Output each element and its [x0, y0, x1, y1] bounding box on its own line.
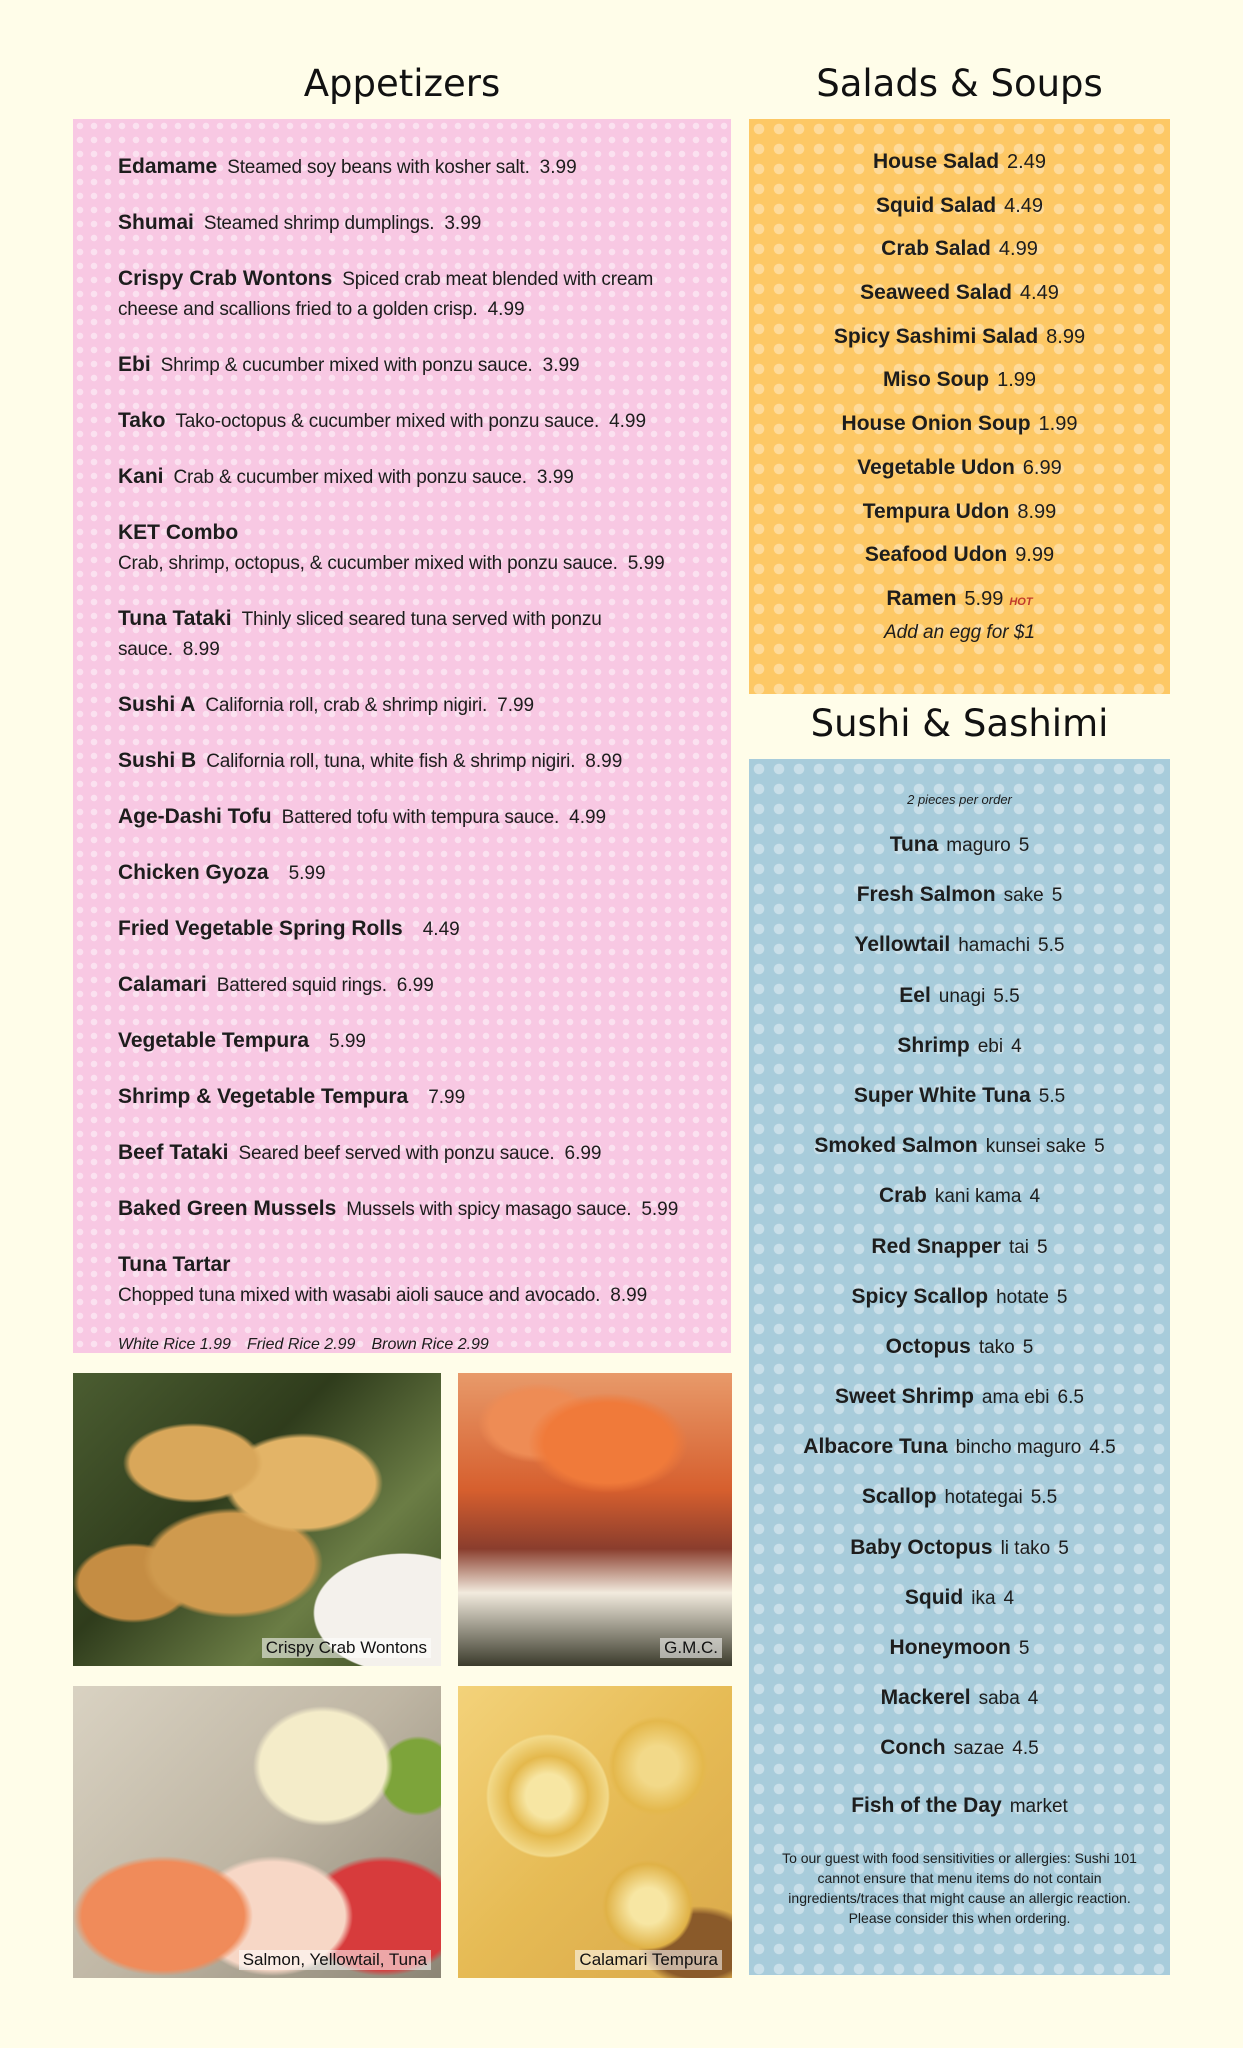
item-japanese-name: saba — [978, 1688, 1020, 1710]
item-price: 6.5 — [1057, 1387, 1084, 1409]
item-name: Octopus — [885, 1334, 971, 1358]
item-description: Battered squid rings. — [216, 975, 387, 996]
item-name: Chicken Gyoza — [118, 861, 269, 884]
item-japanese-name: hotate — [996, 1286, 1049, 1308]
menu-item — [749, 148, 1170, 192]
menu-item — [749, 454, 1170, 498]
appetizers-panel — [73, 119, 731, 1353]
item-price: 3.99 — [536, 467, 574, 488]
item-name: Edamame — [118, 155, 218, 178]
item-price: 1.99 — [997, 369, 1037, 392]
hot-badge: HOT — [1009, 595, 1033, 608]
photo-caption: Crispy Crab Wontons — [262, 1638, 431, 1658]
item-name: Ebi — [118, 353, 151, 376]
item-price: 5 — [1018, 1638, 1030, 1659]
item-description: Battered tofu with tempura sauce. — [281, 807, 560, 828]
menu-item — [118, 208, 706, 239]
item-name: Squid Salad — [875, 193, 997, 217]
item-name: Ramen — [886, 586, 957, 610]
appetizers-list — [118, 152, 706, 1354]
rice-option: Fried Rice 2.99 — [246, 1336, 356, 1353]
menu-item — [118, 858, 706, 889]
item-price: 6.99 — [564, 1143, 602, 1164]
menu-item — [118, 1250, 706, 1311]
item-price: 8.99 — [1046, 325, 1086, 348]
menu-item — [749, 1584, 1170, 1634]
item-name: Fresh Salmon — [856, 883, 996, 907]
menu-item — [118, 1194, 706, 1225]
item-name: Squid — [904, 1585, 964, 1609]
item-price: 5.5 — [993, 985, 1020, 1007]
item-name: Spicy Scallop — [851, 1284, 989, 1308]
photo-caption: Salmon, Yellowtail, Tuna — [239, 1950, 431, 1970]
menu-item — [118, 802, 706, 833]
item-description: Steamed shrimp dumplings. — [203, 213, 435, 234]
menu-item — [749, 982, 1170, 1032]
item-price: 3.99 — [444, 213, 482, 234]
item-description: California roll, tuna, white fish & shrimp nigiri. — [206, 751, 576, 772]
item-description: Thinly sliced seared tuna served with ponzu sauce. — [118, 609, 602, 660]
menu-item — [749, 1333, 1170, 1383]
item-name: Conch — [880, 1736, 946, 1760]
menu-item — [749, 1182, 1170, 1232]
menu-item — [749, 1283, 1170, 1333]
item-japanese-name: kani kama — [934, 1186, 1022, 1208]
item-name: Super White Tuna — [853, 1083, 1031, 1107]
item-name: Shumai — [118, 211, 194, 234]
salads-list — [749, 148, 1170, 629]
item-price: 4.99 — [609, 411, 647, 432]
item-japanese-name: sazae — [953, 1738, 1005, 1760]
menu-item — [749, 1082, 1170, 1132]
menu-item — [749, 498, 1170, 542]
photo-salmon-yellowtail-tuna — [73, 1686, 441, 1978]
item-name: Calamari — [118, 973, 207, 996]
item-name: Fried Vegetable Spring Rolls — [118, 917, 403, 940]
item-japanese-name: hamachi — [958, 935, 1031, 957]
menu-item — [749, 1534, 1170, 1584]
item-description: Spiced crab meat blended with cream cheese and scallions fried to a golden crisp. — [118, 269, 654, 320]
item-price: 5.99 — [329, 1031, 366, 1052]
item-price: 6.99 — [1022, 456, 1062, 479]
pieces-per-order: 2 pieces per order — [907, 792, 1012, 807]
item-price: 5.99 — [964, 587, 1004, 610]
item-name: KET Combo — [118, 521, 239, 544]
item-price: 4.5 — [1089, 1437, 1116, 1459]
item-name: Crab Salad — [881, 237, 991, 261]
menu-item — [749, 323, 1170, 367]
item-price: 8.99 — [585, 751, 623, 772]
menu-item — [749, 279, 1170, 323]
allergy-notice: To our guest with food sensitivities or allergies: Sushi 101 cannot ensure that menu items do not contain ingredients/traces that might cause an allergic reaction. Please consider this when ordering. — [782, 1850, 1137, 1926]
menu-item — [118, 914, 706, 945]
menu-item — [749, 1483, 1170, 1533]
item-name: Tuna — [889, 833, 939, 856]
item-description: California roll, crab & shrimp nigiri. — [205, 695, 488, 716]
item-price: 5.5 — [1038, 935, 1065, 957]
item-name: Sweet Shrimp — [835, 1385, 974, 1409]
item-price: 6.99 — [396, 975, 434, 996]
item-name: Baby Octopus — [850, 1535, 993, 1559]
item-price: 8.99 — [1017, 500, 1057, 523]
item-description: Tako-octopus & cucumber mixed with ponzu sauce. — [175, 411, 600, 432]
rice-options — [118, 1336, 706, 1354]
menu-item — [749, 1032, 1170, 1082]
item-price: 5 — [1094, 1136, 1105, 1158]
item-price: 2.49 — [1007, 151, 1046, 173]
item-price: 4 — [1011, 1035, 1022, 1057]
item-name: Spicy Sashimi Salad — [833, 324, 1039, 348]
photo-gmc — [458, 1373, 732, 1666]
item-japanese-name: hotategai — [944, 1487, 1023, 1509]
item-price: 5 — [1051, 885, 1063, 907]
item-description: Mussels with spicy masago sauce. — [346, 1199, 632, 1220]
item-price: 8.99 — [610, 1285, 648, 1306]
salads-soups-panel — [749, 119, 1170, 694]
menu-item — [118, 1026, 706, 1057]
fish-of-day-name: Fish of the Day — [851, 1794, 1002, 1817]
menu-item — [749, 1634, 1170, 1684]
item-description: Shrimp & cucumber mixed with ponzu sauce. — [160, 355, 533, 376]
item-name: Red Snapper — [871, 1234, 1001, 1258]
item-name: Sushi A — [118, 693, 196, 716]
item-japanese-name: maguro — [946, 835, 1011, 856]
item-price: 1.99 — [1038, 413, 1078, 436]
photo-calamari-tempura — [458, 1686, 732, 1978]
item-name: Shrimp & Vegetable Tempura — [118, 1085, 409, 1108]
item-japanese-name: li tako — [1000, 1537, 1051, 1559]
item-name: Seaweed Salad — [860, 281, 1012, 305]
item-price: 9.99 — [1015, 544, 1055, 567]
item-price: 5.99 — [288, 863, 326, 884]
item-description: Seared beef served with ponzu sauce. — [238, 1143, 555, 1164]
menu-item — [118, 406, 706, 437]
item-price: 4 — [1029, 1186, 1041, 1208]
item-price: 5.99 — [627, 553, 665, 574]
menu-item — [749, 1233, 1170, 1283]
item-price: 5 — [1018, 835, 1030, 856]
menu-item — [118, 970, 706, 1001]
menu-item — [749, 1734, 1170, 1784]
item-name: House Onion Soup — [841, 412, 1031, 436]
item-description: Chopped tuna mixed with wasabi aioli sauce and avocado. — [118, 1285, 601, 1306]
menu-item — [749, 1132, 1170, 1182]
item-japanese-name: ebi — [977, 1035, 1004, 1057]
menu-item — [749, 192, 1170, 236]
item-japanese-name: bincho maguro — [955, 1437, 1082, 1459]
item-description: Crab & cucumber mixed with ponzu sauce. — [173, 467, 527, 488]
item-name: Tuna Tartar — [118, 1253, 231, 1276]
item-price: 3.99 — [542, 355, 580, 376]
menu-item — [749, 410, 1170, 454]
menu-item — [118, 1082, 706, 1113]
item-name: Scallop — [861, 1485, 937, 1509]
fish-of-the-day — [749, 1794, 1170, 1818]
item-price: 5.99 — [641, 1199, 679, 1220]
menu-item — [749, 235, 1170, 279]
appetizers-title: Appetizers — [303, 62, 501, 105]
item-price: 7.99 — [497, 695, 535, 716]
photo-caption: G.M.C. — [660, 1638, 722, 1658]
item-price: 4 — [1003, 1587, 1015, 1609]
item-price: 7.99 — [428, 1087, 466, 1108]
menu-item — [749, 931, 1170, 981]
item-name: Tako — [118, 409, 166, 432]
sushi-list — [749, 831, 1170, 1785]
item-japanese-name: ama ebi — [981, 1387, 1050, 1409]
photo-caption: Calamari Tempura — [575, 1950, 722, 1970]
item-name: Crispy Crab Wontons — [118, 267, 333, 290]
item-name: Kani — [118, 465, 164, 488]
menu-item — [749, 1433, 1170, 1483]
item-japanese-name: tako — [978, 1336, 1015, 1358]
fish-of-day-price: market — [1009, 1796, 1068, 1817]
item-price: 4.49 — [422, 919, 460, 940]
item-price: 5 — [1022, 1336, 1034, 1358]
item-price: 5.5 — [1030, 1487, 1058, 1509]
menu-item — [118, 350, 706, 381]
item-name: Tuna Tataki — [118, 607, 232, 630]
menu-item — [118, 152, 706, 183]
menu-item — [118, 264, 706, 325]
item-name: Vegetable Udon — [857, 455, 1015, 479]
item-japanese-name: kunsei sake — [985, 1136, 1087, 1158]
item-description: Steamed soy beans with kosher salt. — [227, 157, 530, 178]
menu-item — [118, 746, 706, 777]
item-price: 5 — [1037, 1236, 1048, 1258]
item-price: 5 — [1056, 1286, 1068, 1308]
item-price: 4 — [1027, 1688, 1039, 1710]
item-name: Mackerel — [880, 1686, 971, 1710]
item-name: Honeymoon — [889, 1636, 1011, 1659]
menu-item — [118, 518, 706, 579]
menu-item — [749, 881, 1170, 931]
photo-crispy-crab-wontons — [73, 1373, 441, 1666]
menu-item — [749, 1383, 1170, 1433]
item-name: Tempura Udon — [862, 499, 1010, 523]
menu-item — [749, 366, 1170, 410]
item-name: Vegetable Tempura — [118, 1029, 310, 1052]
item-price: 4.5 — [1012, 1738, 1039, 1760]
item-japanese-name: tai — [1008, 1236, 1030, 1258]
item-name: Seafood Udon — [864, 543, 1008, 567]
item-name: Sushi B — [118, 749, 197, 772]
item-name: Age-Dashi Tofu — [118, 805, 272, 828]
item-price: 5.5 — [1038, 1085, 1066, 1107]
rice-option: Brown Rice 2.99 — [371, 1336, 489, 1353]
item-price: 4.49 — [1019, 282, 1059, 305]
item-name: Yellowtail — [854, 933, 951, 957]
menu-item — [118, 690, 706, 721]
menu-item — [118, 1138, 706, 1169]
item-japanese-name: ika — [971, 1587, 996, 1609]
menu-item — [749, 831, 1170, 881]
item-price: 3.99 — [539, 157, 577, 178]
item-japanese-name: unagi — [938, 985, 986, 1007]
item-name: Smoked Salmon — [814, 1134, 978, 1158]
item-name: Miso Soup — [882, 368, 990, 392]
item-name: Crab — [878, 1184, 927, 1208]
item-price: 4.49 — [1004, 194, 1044, 217]
menu-item — [749, 1684, 1170, 1734]
item-japanese-name: sake — [1003, 885, 1044, 907]
item-name: Shrimp — [897, 1033, 970, 1057]
item-price: 8.99 — [182, 639, 220, 660]
item-price: 5 — [1058, 1537, 1069, 1559]
item-name: House Salad — [873, 150, 1000, 173]
item-name: Baked Green Mussels — [118, 1197, 337, 1220]
salads-soups-title: Salads & Soups — [816, 62, 1103, 105]
menu-item — [118, 604, 706, 665]
sushi-sashimi-title: Sushi & Sashimi — [810, 702, 1109, 745]
item-name: Eel — [899, 983, 931, 1007]
item-price: 4.99 — [569, 807, 607, 828]
rice-option: White Rice 1.99 — [118, 1336, 231, 1353]
egg-note: Add an egg for $1 — [883, 622, 1036, 643]
menu-item — [749, 541, 1170, 585]
item-name: Albacore Tuna — [803, 1435, 948, 1459]
sushi-sashimi-panel — [749, 759, 1170, 1975]
item-name: Beef Tataki — [118, 1141, 229, 1164]
item-description: Crab, shrimp, octopus, & cucumber mixed with ponzu sauce. — [118, 553, 618, 574]
item-price: 4.99 — [998, 238, 1038, 261]
menu-item — [118, 462, 706, 493]
item-price: 4.99 — [487, 299, 525, 320]
